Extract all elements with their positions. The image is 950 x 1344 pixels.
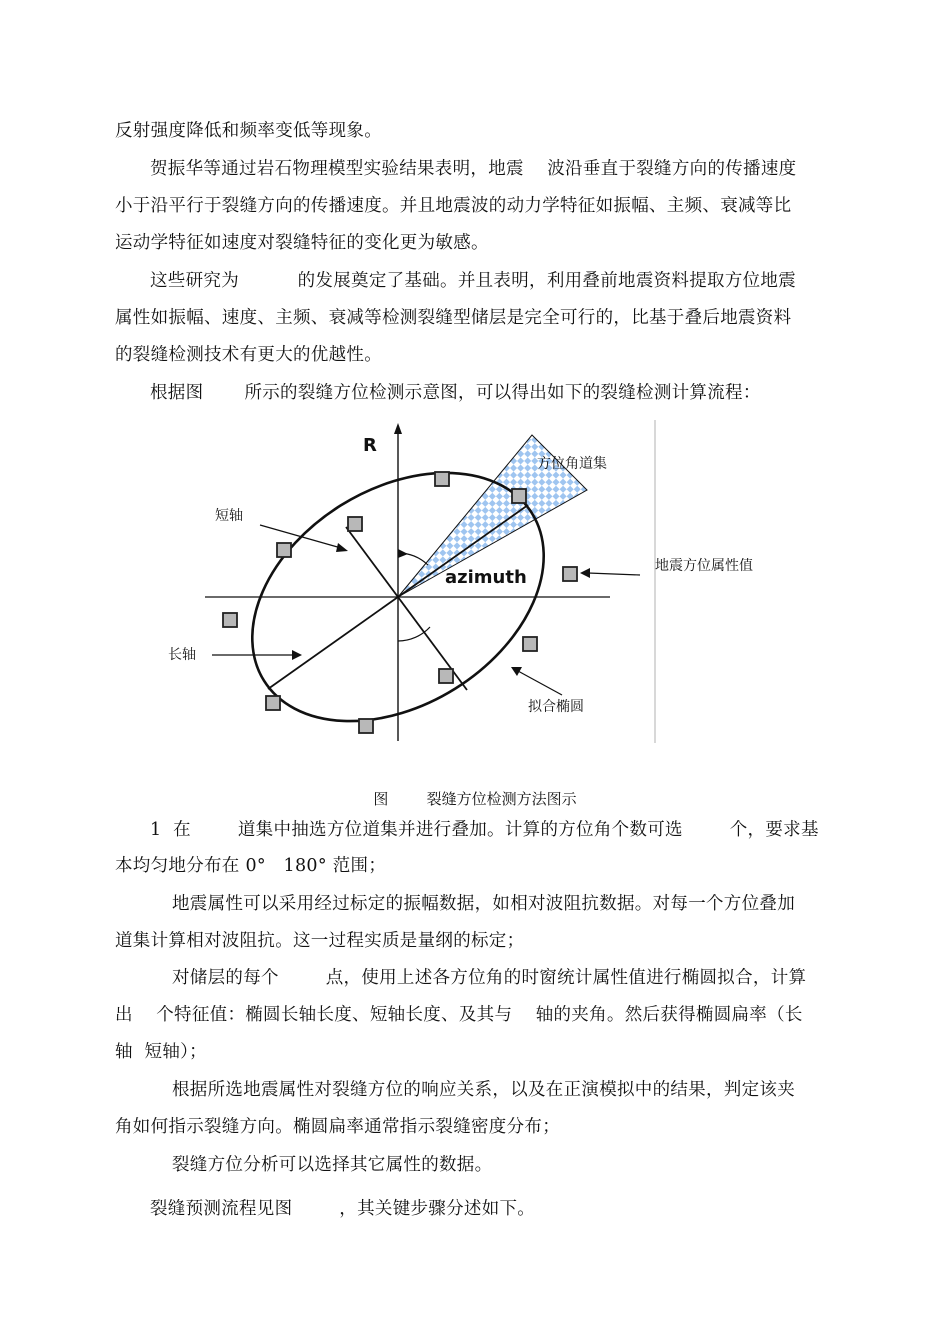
long-axis-label: 长轴 [168, 647, 196, 663]
step-line: 角如何指示裂缝方向。椭圆扁率通常指示裂缝密度分布； [115, 1117, 560, 1137]
attribute-marker [523, 637, 537, 651]
pointer-arrow-icon [580, 568, 590, 578]
step-line: 轴 短轴）； [115, 1042, 207, 1062]
paragraph-line: 反射强度降低和频率变低等现象。 [115, 121, 382, 141]
gather-label: 方位角道集 [537, 456, 607, 472]
pointer-arrow-icon [336, 543, 348, 552]
attribute-marker [435, 472, 449, 486]
attribute-marker [563, 567, 577, 581]
step-line: 根据所选地震属性对裂缝方位的响应关系，以及在正演模拟中的结果，判定该夹 [172, 1080, 795, 1100]
attribute-pointer [588, 573, 640, 575]
azimuth-label: azimuth [445, 567, 527, 588]
paragraph-line: 属性如振幅、速度、主频、衰减等检测裂缝型储层是完全可行的，比基于叠后地震资料 [115, 308, 792, 328]
attribute-marker [348, 517, 362, 531]
paragraph-line: 这些研究为 的发展奠定了基础。并且表明，利用叠前地震资料提取方位地震 [150, 271, 797, 291]
step-line: 本均匀地分布在 0° 180° 范围； [115, 856, 387, 876]
arc-arrow-icon [398, 549, 408, 558]
step-line: 裂缝预测流程见图 ，其关键步骤分述如下。 [150, 1199, 536, 1219]
paragraph-line: 的裂缝检测技术有更大的优越性。 [115, 345, 382, 365]
step-line: 1 在 道集中抽选方位道集并进行叠加。计算的方位角个数可选 个，要求基 [150, 820, 819, 840]
attribute-marker [439, 669, 453, 683]
pointer-arrow-icon [292, 650, 302, 660]
attribute-marker [359, 719, 373, 733]
paragraph-line: 贺振华等通过岩石物理模型实验结果表明，地震 波沿垂直于裂缝方向的传播速度 [150, 159, 797, 179]
pointer-arrow-icon [511, 667, 522, 676]
ellipse-pointer [518, 671, 562, 695]
axis-arrow-icon [394, 423, 402, 434]
attribute-marker [223, 613, 237, 627]
step-line: 道集计算相对波阻抗。这一过程实质是量纲的标定； [115, 931, 525, 951]
step-line: 出 个特征值：椭圆长轴长度、短轴长度、及其与 轴的夹角。然后获得椭圆扁率（长 [115, 1005, 803, 1025]
attribute-value-label: 地震方位属性值 [655, 558, 753, 574]
attribute-marker [512, 489, 526, 503]
paragraph-line: 根据图 所示的裂缝方位检测示意图，可以得出如下的裂缝检测计算流程： [150, 383, 761, 403]
paragraph-line: 小于沿平行于裂缝方向的传播速度。并且地震波的动力学特征如振幅、主频、衰减等比 [115, 196, 792, 216]
paragraph-line: 运动学特征如速度对裂缝特征的变化更为敏感。 [115, 233, 489, 253]
step-line: 裂缝方位分析可以选择其它属性的数据。 [172, 1155, 493, 1175]
attribute-marker [266, 696, 280, 710]
step-line: 地震属性可以采用经过标定的振幅数据，如相对波阻抗数据。对每一个方位叠加 [172, 894, 795, 914]
step-line: 对储层的每个 点，使用上述各方位角的时窗统计属性值进行椭圆拟合，计算 [172, 968, 807, 988]
attribute-marker [277, 543, 291, 557]
figure-caption: 图 裂缝方位检测方法图示 [373, 790, 577, 808]
r-axis-label: R [363, 435, 377, 456]
fracture-azimuth-figure [160, 415, 753, 750]
short-axis-label: 短轴 [215, 508, 243, 524]
fit-ellipse-label: 拟合椭圆 [528, 699, 584, 715]
short-axis-pointer [260, 525, 341, 548]
